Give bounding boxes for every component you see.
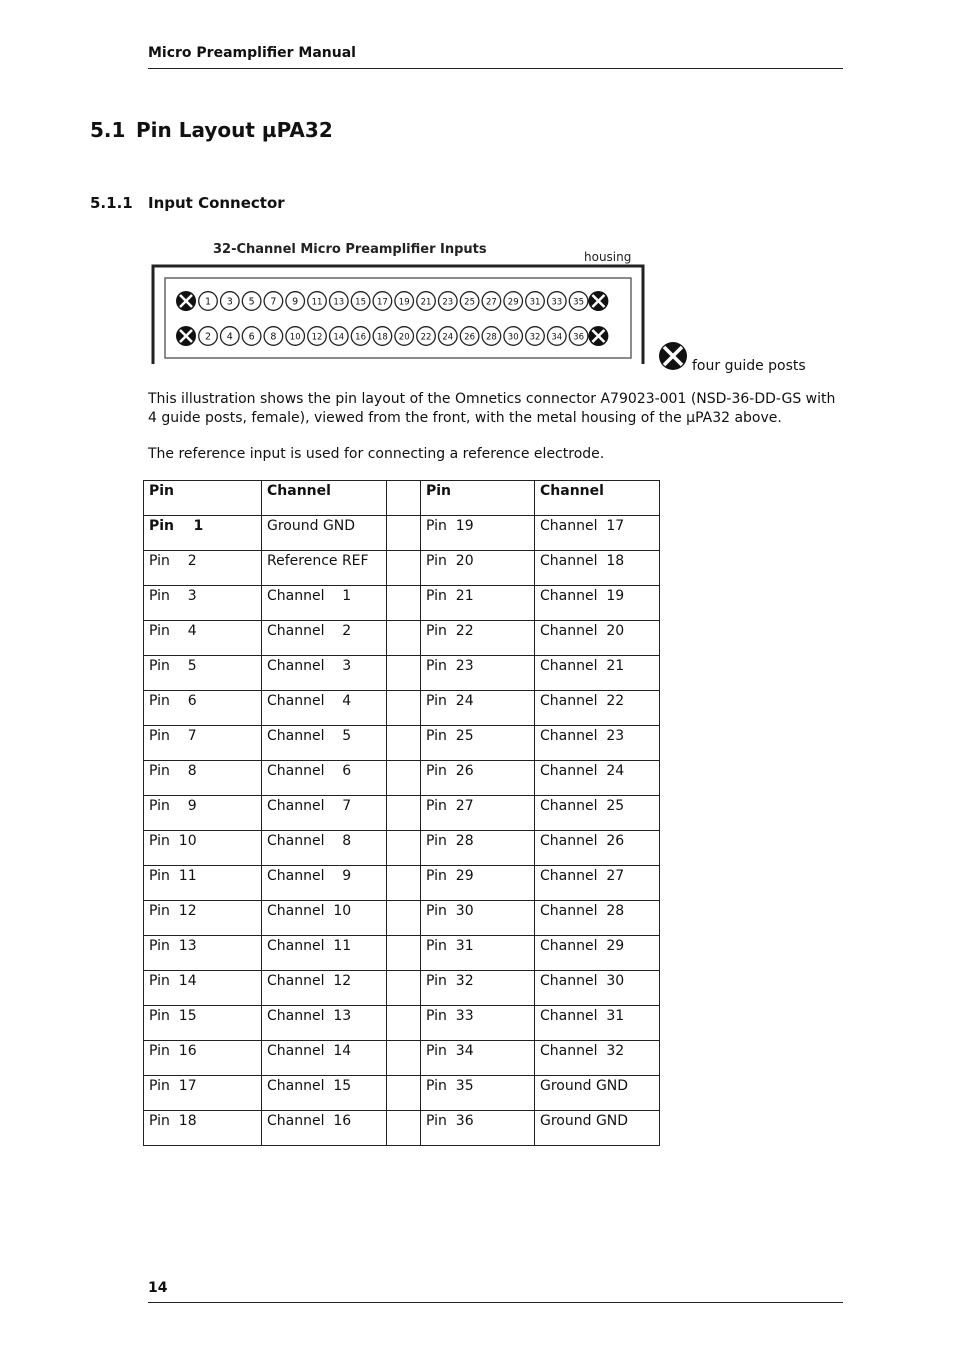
table-row [144, 691, 660, 726]
pin-15 [351, 292, 370, 311]
guide-post-icon [176, 326, 196, 346]
table-gap-cell [387, 1076, 421, 1111]
pin-33 [548, 292, 567, 311]
table-gap-cell [387, 1006, 421, 1041]
pin-label: 4 [226, 331, 233, 343]
pin-36 [569, 327, 588, 346]
table-cell: Pin 31 [421, 936, 535, 971]
table-row [144, 831, 660, 866]
table-gap-cell [387, 1111, 421, 1146]
guide-post-icon [588, 326, 608, 346]
pin-label: 26 [464, 332, 476, 343]
table-cell: Channel 2 [262, 621, 387, 656]
table-cell: Ground GND [535, 1111, 660, 1146]
pin-label: 9 [292, 296, 299, 308]
table-row [144, 796, 660, 831]
table-cell: Pin 11 [144, 866, 262, 901]
table-row [144, 761, 660, 796]
guide-post-legend-label: four guide posts [692, 358, 806, 374]
running-header: Micro Preamplifier Manual [148, 45, 356, 61]
pin-27 [482, 292, 501, 311]
table-gap-cell [387, 621, 421, 656]
table-cell: Channel 17 [535, 516, 660, 551]
table-row [144, 1076, 660, 1111]
pin-19 [395, 292, 414, 311]
table-cell: Channel 32 [535, 1041, 660, 1076]
table-row [144, 516, 660, 551]
pin-26 [460, 327, 479, 346]
table-cell: Pin 13 [144, 936, 262, 971]
table-cell: Pin 22 [421, 621, 535, 656]
connector-diagram [140, 232, 840, 380]
pin-18 [373, 327, 392, 346]
pin-14 [330, 327, 349, 346]
table-gap-cell [387, 586, 421, 621]
table-gap-cell [387, 516, 421, 551]
pin-label: 27 [485, 297, 497, 308]
table-cell: Pin 17 [144, 1076, 262, 1111]
table-gap-cell [387, 866, 421, 901]
table-cell: Channel 10 [262, 901, 387, 936]
table-cell: Pin 2 [144, 551, 262, 586]
table-gap-cell [387, 971, 421, 1006]
pin-label: 32 [529, 332, 541, 343]
table-cell: Channel 3 [262, 656, 387, 691]
pin-label: 17 [376, 297, 388, 308]
pin-20 [395, 327, 414, 346]
diagram-title: 32-Channel Micro Preamplifier Inputs [213, 242, 487, 257]
table-cell: Pin 1 [144, 516, 262, 551]
guide-post-legend-icon [659, 342, 687, 370]
pin-label: 10 [289, 332, 301, 343]
table-cell: Pin 3 [144, 586, 262, 621]
pin-label: 24 [442, 332, 454, 343]
pin-label: 3 [226, 296, 233, 308]
pin-label: 30 [507, 332, 519, 343]
table-cell: Channel 29 [535, 936, 660, 971]
table-cell: Channel 22 [535, 691, 660, 726]
pin-28 [482, 327, 501, 346]
table-cell: Channel 30 [535, 971, 660, 1006]
pin-8 [264, 327, 283, 346]
pin-16 [351, 327, 370, 346]
pin-24 [439, 327, 458, 346]
table-gap-cell [387, 901, 421, 936]
pin-label: 5 [248, 296, 255, 308]
table-cell: Channel 24 [535, 761, 660, 796]
pin-label: 19 [398, 297, 410, 308]
pin-21 [417, 292, 436, 311]
connector-body [165, 278, 631, 358]
table-cell: Pin 4 [144, 621, 262, 656]
table-cell: Channel 4 [262, 691, 387, 726]
pin-1 [199, 292, 218, 311]
table-row [144, 551, 660, 586]
table-cell: Pin 14 [144, 971, 262, 1006]
table-cell: Pin 26 [421, 761, 535, 796]
table-cell: Channel 15 [262, 1076, 387, 1111]
table-cell: Pin 36 [421, 1111, 535, 1146]
table-cell: Channel 27 [535, 866, 660, 901]
table-gap-cell [387, 656, 421, 691]
table-row [144, 726, 660, 761]
table-gap-cell [387, 726, 421, 761]
pin-22 [417, 327, 436, 346]
table-cell: Channel 9 [262, 866, 387, 901]
pin-11 [308, 292, 327, 311]
table-cell: Channel 12 [262, 971, 387, 1006]
table-cell: Pin 8 [144, 761, 262, 796]
table-cell: Channel 31 [535, 1006, 660, 1041]
table-cell: Channel 25 [535, 796, 660, 831]
header-cell: Pin [144, 481, 262, 516]
header-cell: Pin [421, 481, 535, 516]
pin-label: 28 [485, 332, 497, 343]
table-gap-cell [387, 551, 421, 586]
pin-29 [504, 292, 523, 311]
pin-label: 22 [420, 332, 432, 343]
table-cell: Pin 5 [144, 656, 262, 691]
subsection-title: Input Connector [148, 194, 285, 212]
table-cell: Pin 16 [144, 1041, 262, 1076]
table-cell: Channel 18 [535, 551, 660, 586]
table-cell: Pin 33 [421, 1006, 535, 1041]
table-row [144, 901, 660, 936]
table-cell: Pin 27 [421, 796, 535, 831]
table-cell: Reference REF [262, 551, 387, 586]
pin-30 [504, 327, 523, 346]
table-cell: Channel 21 [535, 656, 660, 691]
section-title: Pin Layout µPA32 [136, 118, 333, 142]
housing-label: housing [584, 250, 632, 264]
table-gap-cell [387, 1041, 421, 1076]
header-rule [148, 68, 843, 69]
page-number: 14 [148, 1280, 168, 1296]
table-cell: Pin 9 [144, 796, 262, 831]
pin-label: 16 [355, 332, 367, 343]
subsection-number: 5.1.1 [90, 194, 133, 212]
guide-post-icon [588, 291, 608, 311]
table-cell: Channel 1 [262, 586, 387, 621]
pin-25 [460, 292, 479, 311]
table-cell: Pin 32 [421, 971, 535, 1006]
header-cell: Channel [535, 481, 660, 516]
table-cell: Channel 6 [262, 761, 387, 796]
pin-label: 11 [311, 297, 323, 308]
reference-paragraph: The reference input is used for connecting a reference electrode. [148, 446, 605, 462]
table-cell: Pin 10 [144, 831, 262, 866]
table-gap-cell [387, 761, 421, 796]
table-cell: Pin 35 [421, 1076, 535, 1111]
table-gap-cell [387, 691, 421, 726]
table-cell: Channel 19 [535, 586, 660, 621]
pin-3 [221, 292, 240, 311]
table-cell: Pin 25 [421, 726, 535, 761]
pin-layer [176, 291, 608, 346]
table-cell: Ground GND [262, 516, 387, 551]
table-cell: Pin 28 [421, 831, 535, 866]
pin-10 [286, 327, 305, 346]
pin-7 [264, 292, 283, 311]
table-cell: Channel 23 [535, 726, 660, 761]
table-gap-cell [387, 796, 421, 831]
table-cell: Pin 21 [421, 586, 535, 621]
pin-label: 6 [248, 331, 255, 343]
pin-13 [330, 292, 349, 311]
table-cell: Pin 20 [421, 551, 535, 586]
pin-label: 35 [573, 297, 585, 308]
pin-label: 36 [573, 332, 585, 343]
pin-label: 34 [551, 332, 563, 343]
table-row [144, 1041, 660, 1076]
table-row [144, 866, 660, 901]
pin-label: 20 [398, 332, 410, 343]
table-row [144, 1111, 660, 1146]
table-cell: Pin 30 [421, 901, 535, 936]
footer-rule [148, 1302, 843, 1303]
table-cell: Channel 14 [262, 1041, 387, 1076]
pin-label: 1 [204, 296, 212, 308]
table-cell: Channel 11 [262, 936, 387, 971]
table-cell: Pin 19 [421, 516, 535, 551]
pin-label: 2 [204, 331, 212, 343]
table-cell: Pin 29 [421, 866, 535, 901]
pin-4 [221, 327, 240, 346]
table-cell: Pin 24 [421, 691, 535, 726]
table-row [144, 971, 660, 1006]
pin-label: 12 [311, 332, 323, 343]
pin-label: 13 [333, 297, 345, 308]
pin-label: 25 [464, 297, 476, 308]
pin-label: 29 [507, 297, 519, 308]
table-cell: Pin 12 [144, 901, 262, 936]
pin-table [143, 480, 660, 1146]
guide-post-icon [176, 291, 196, 311]
pin-label: 7 [270, 296, 277, 308]
pin-31 [526, 292, 545, 311]
section-heading [90, 118, 333, 142]
pin-label: 14 [333, 332, 345, 343]
pin-label: 23 [442, 297, 454, 308]
pin-6 [242, 327, 261, 346]
table-cell: Channel 28 [535, 901, 660, 936]
pin-label: 33 [551, 297, 563, 308]
table-cell: Channel 8 [262, 831, 387, 866]
table-gap-cell [387, 936, 421, 971]
table-cell: Pin 34 [421, 1041, 535, 1076]
pin-label: 21 [420, 297, 432, 308]
table-cell: Channel 20 [535, 621, 660, 656]
table-row [144, 936, 660, 971]
pin-label: 18 [376, 332, 388, 343]
subsection-heading [90, 194, 285, 212]
table-cell: Channel 7 [262, 796, 387, 831]
table-cell: Channel 16 [262, 1111, 387, 1146]
table-cell: Pin 6 [144, 691, 262, 726]
pin-23 [439, 292, 458, 311]
table-cell: Pin 7 [144, 726, 262, 761]
table-row [144, 586, 660, 621]
table-gap-cell [387, 481, 421, 516]
table-cell: Pin 15 [144, 1006, 262, 1041]
table-cell: Channel 5 [262, 726, 387, 761]
pin-9 [286, 292, 305, 311]
pin-label: 31 [529, 297, 541, 308]
pin-32 [526, 327, 545, 346]
pin-35 [569, 292, 588, 311]
table-cell: Channel 13 [262, 1006, 387, 1041]
table-cell: Pin 18 [144, 1111, 262, 1146]
table-gap-cell [387, 831, 421, 866]
section-number: 5.1 [90, 118, 126, 142]
table-row [144, 656, 660, 691]
pin-12 [308, 327, 327, 346]
pin-34 [548, 327, 567, 346]
pin-5 [242, 292, 261, 311]
table-row [144, 1006, 660, 1041]
pin-label: 15 [355, 297, 367, 308]
pin-label: 8 [270, 331, 277, 343]
header-cell: Channel [262, 481, 387, 516]
description-paragraph: This illustration shows the pin layout of the Omnetics connector A79023-001 (NSD-36-DD-GS with 4 guide posts, female), viewed from the front, with the metal housing of the µPA32 above. [148, 391, 836, 426]
housing-outline [153, 266, 643, 364]
pin-17 [373, 292, 392, 311]
table-cell: Pin 23 [421, 656, 535, 691]
pin-2 [199, 327, 218, 346]
table-row [144, 621, 660, 656]
table-cell: Ground GND [535, 1076, 660, 1111]
table-header-row [144, 481, 660, 516]
table-cell: Channel 26 [535, 831, 660, 866]
